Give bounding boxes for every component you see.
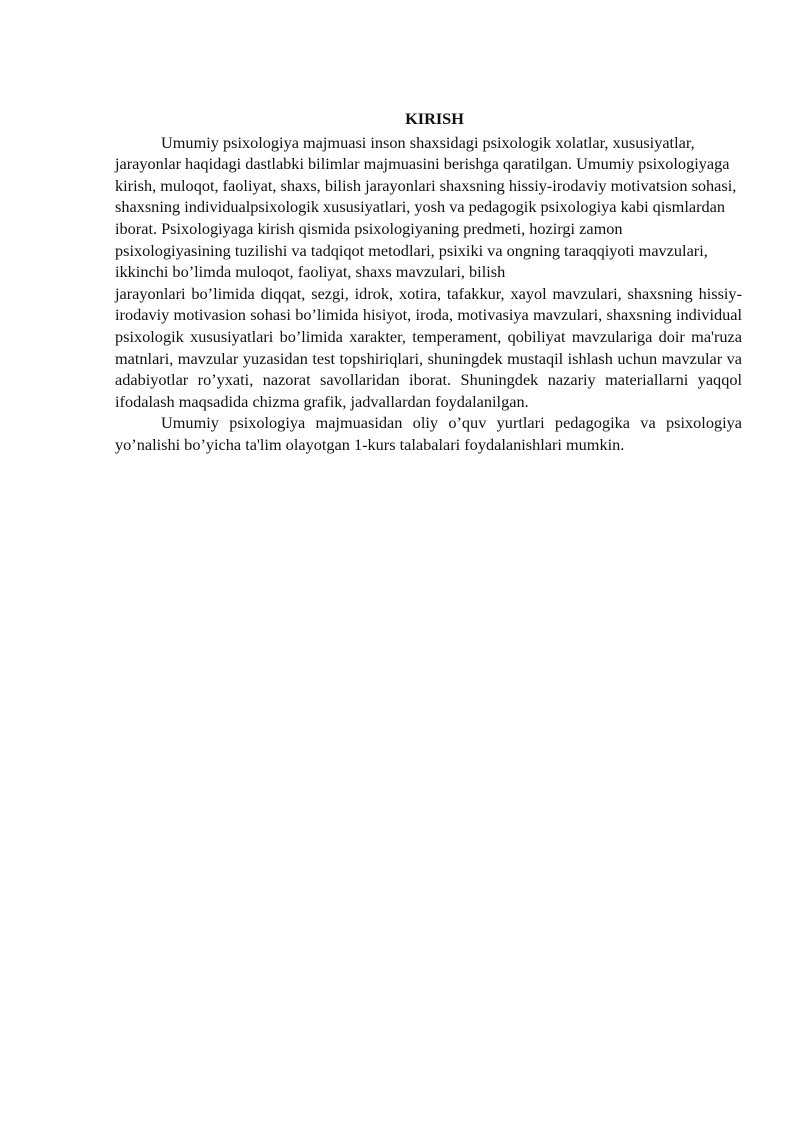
paragraph-1: Umumiy psixologiya majmuasi inson shaxsidagi psixologik xolatlar, xususiyatlar, jarayonlar haqidagi dastlabki bilimlar majmuasini berishga qaratilgan. Umumiy psixologiyaga kirish, muloqot, faoliyat, shaxs, bilish jarayonlari shaxsning hissiy-irodaviy motivatsion sohasi, shaxsning individualpsixologik xususiyatlari, yosh va pedagogik psixologiya kabi qismlardan iborat. Psixologiyaga kirish qismida psixologiyaning predmeti, hozirgi zamon psixologiyasining tuzilishi va tadqiqot metodlari, psixiki va ongning taraqqiyoti mavzulari, ikkinchi bo’limda muloqot, faoliyat, shaxs mavzulari, bilish bbox=[115, 132, 737, 282]
paragraph-2: jarayonlari bo’limida diqqat, sezgi, idrok, xotira, tafakkur, xayol mavzulari, shaxsning hissiy-irodaviy motivasion sohasi bo’limida hisiyot, iroda, motivasiya mavzulari, shaxsning individual psixologik xususiyatlari bo’limida xarakter, temperament, qobiliyat mavzulariga doir ma'ruza matnlari, mavzular yuzasidan test topshiriqlari, shuningdek mustaqil ishlash uchun mavzular va adabiyotlar ro’yxati, nazorat savollaridan iborat. Shuningdek nazariy materiallarni yaqqol ifodalash maqsadida chizma grafik, jadvallardan foydalanilgan. bbox=[115, 283, 742, 411]
document-body bbox=[115, 108, 742, 456]
page-title: KIRISH bbox=[405, 109, 464, 128]
paragraph-3: Umumiy psixologiya majmuasidan oliy o’quv yurtlari pedagogika va psixologiya yo’nalishi bo’yicha ta'lim olayotgan 1-kurs talabalari foydalanishlari mumkin. bbox=[115, 413, 742, 454]
